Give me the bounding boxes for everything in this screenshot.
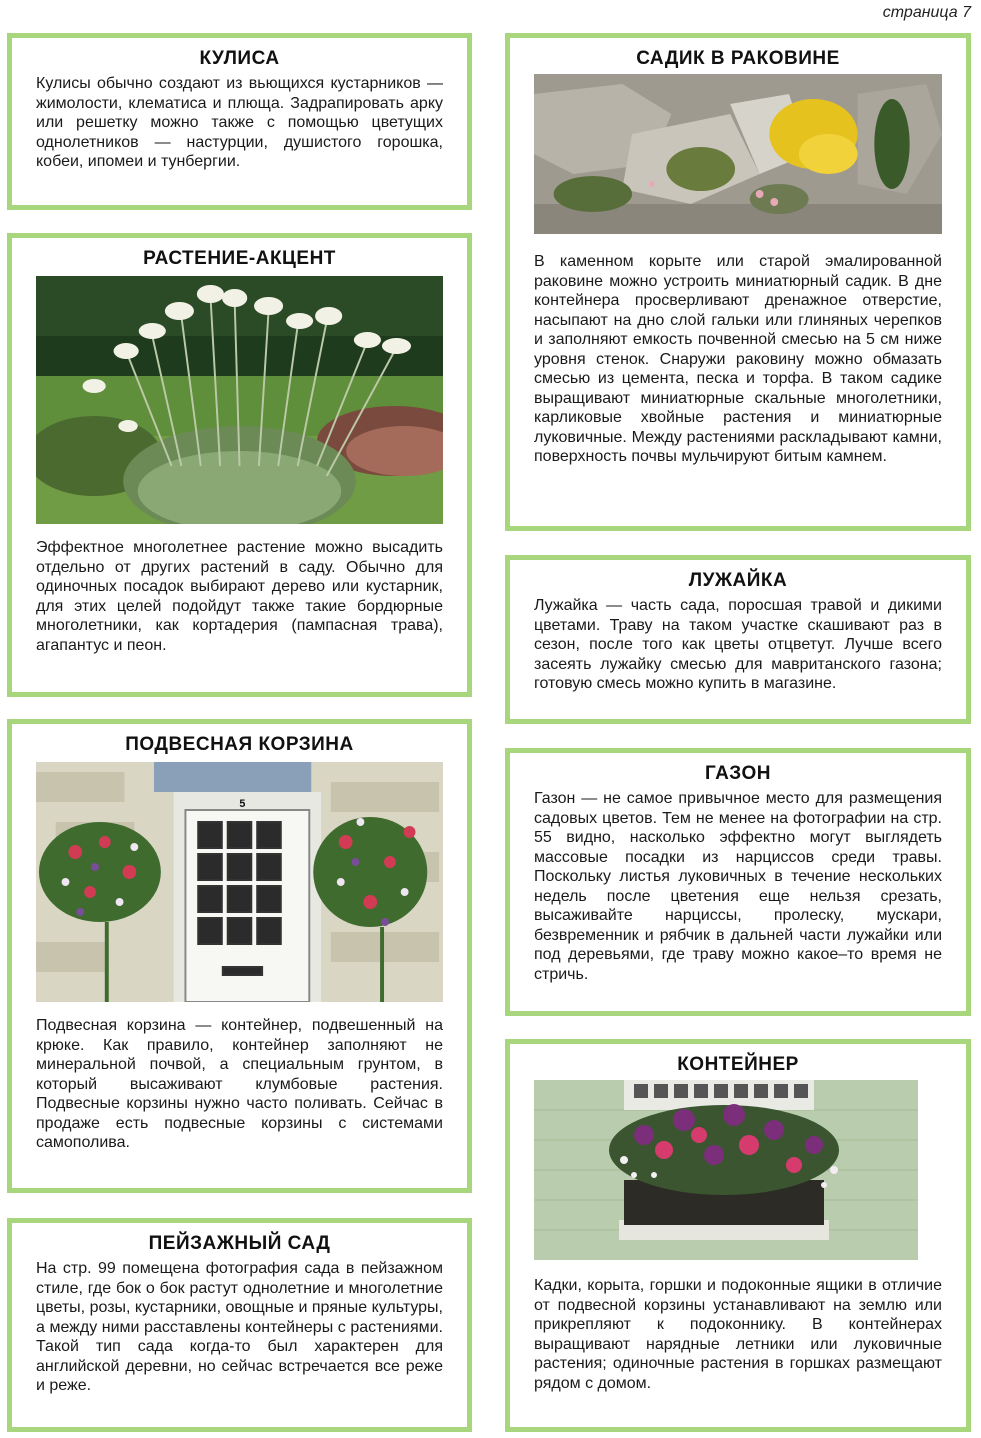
card-text: Кулисы обычно создают из вьющихся кустарников — жимолости, клематиса и плюща. Задрапировать арку или решетку можно также с помощью цветущих однолетников — настурции, душистого горошка, кобеи, ипомеи и тунбергии.	[36, 75, 443, 170]
card-meadow	[505, 555, 971, 724]
card-lawn	[505, 748, 971, 1016]
card-basket	[7, 719, 472, 1193]
card-title: ПОДВЕСНАЯ КОРЗИНА	[125, 734, 354, 755]
card-title: ЛУЖАЙКА	[688, 570, 788, 591]
card-accent	[7, 233, 472, 697]
card-text: На стр. 99 помещена фотография сада в пейзажном стиле, где бок о бок растут однолетние и многолетние цветы, розы, кустарники, овощные и пряные культуры, а между ними расставлены контейнеры с растениями. Такой тип сада когда-то был характерен для английской деревни, но сейчас встречается все реже и реже.	[36, 1260, 443, 1394]
card-text: Подвесная корзина — контейнер, подвешенный на крюке. Как правило, контейнер заполняют не минеральной почвой, а специальным грунтом, в который высаживают клумбовые растения. Подвесные корзины нужно часто поливать. Сейчас в продаже есть подвесные корзины с системами самополива.	[36, 1017, 443, 1151]
card-sink	[505, 33, 971, 531]
card-container	[505, 1039, 971, 1432]
door-number: 5	[239, 797, 246, 811]
card-title: КУЛИСА	[199, 48, 280, 69]
card-title: РАСТЕНИЕ-АКЦЕНТ	[143, 248, 336, 269]
page-number: страница 7	[882, 4, 971, 21]
hanging-basket-photo	[36, 762, 443, 1002]
card-title: ГАЗОН	[705, 763, 771, 784]
card-text: Лужайка — часть сада, поросшая травой и дикими цветами. Траву на таком участке скашивают раз в сезон, после того как цветы отцветут. Лучше всего засеять лужайку смесью для мавританского газона; готовую смесь можно купить в магазине.	[534, 597, 942, 692]
card-kulisa	[7, 33, 472, 210]
card-text: Эффектное многолетнее растение можно высадить отдельно от других растений в саду. Обычно для одиночных посадок выбирают дерево или кустарник, для этих целей подойдут также такие бордюрные многолетники, как кортадерия (пампасная трава), агапантус и пеон.	[36, 539, 443, 654]
card-title: САДИК В РАКОВИНЕ	[636, 48, 840, 69]
card-title: ПЕЙЗАЖНЫЙ САД	[148, 1233, 331, 1254]
card-text: Кадки, корыта, горшки и подоконные ящики в отличие от подвесной корзины устанавливают на землю или прикрепляют к подоконнику. В контейнерах выращивают нарядные летники или луковичные растения; одиночные растения в горшках размещают рядом с домом.	[534, 1277, 942, 1392]
card-title: КОНТЕЙНЕР	[677, 1054, 799, 1075]
card-text: В каменном корыте или старой эмалированной раковине можно устроить миниатюрный садик. В дне контейнера просверливают дренажное отверстие, насыпают на дно слой гальки или глиняных черепков и заполняют емкость почвенной смесью на 5 см ниже уровня стенок. Снаружи раковину можно обмазать смесью из цемента, песка и торфа. В таком садике выращивают миниатюрные скальные многолетники, карликовые хвойные растения и миниатюрные луковичные. Между растениями раскладывают камни, поверхность почвы мульчируют битым камнем.	[534, 253, 942, 465]
card-landscape	[7, 1218, 472, 1432]
stone-trough-garden-photo	[534, 74, 942, 234]
card-text: Газон — не самое привычное место для размещения садовых цветов. Тем не менее на фотографии на стр. 55 видно, насколько эффектно могут выглядеть массовые посадки из нарциссов среди травы. Поскольку листья луковичных в течение нескольких недель после цветения еще нельзя срезать, высаживайте нарциссы, пролеску, мускари, безвременник и рябчик в дальней части лужайки или под деревьями, где траву можно какое–то время не стричь.	[534, 790, 942, 983]
window-box-photo	[534, 1080, 918, 1260]
pampas-grass-photo	[36, 276, 443, 524]
